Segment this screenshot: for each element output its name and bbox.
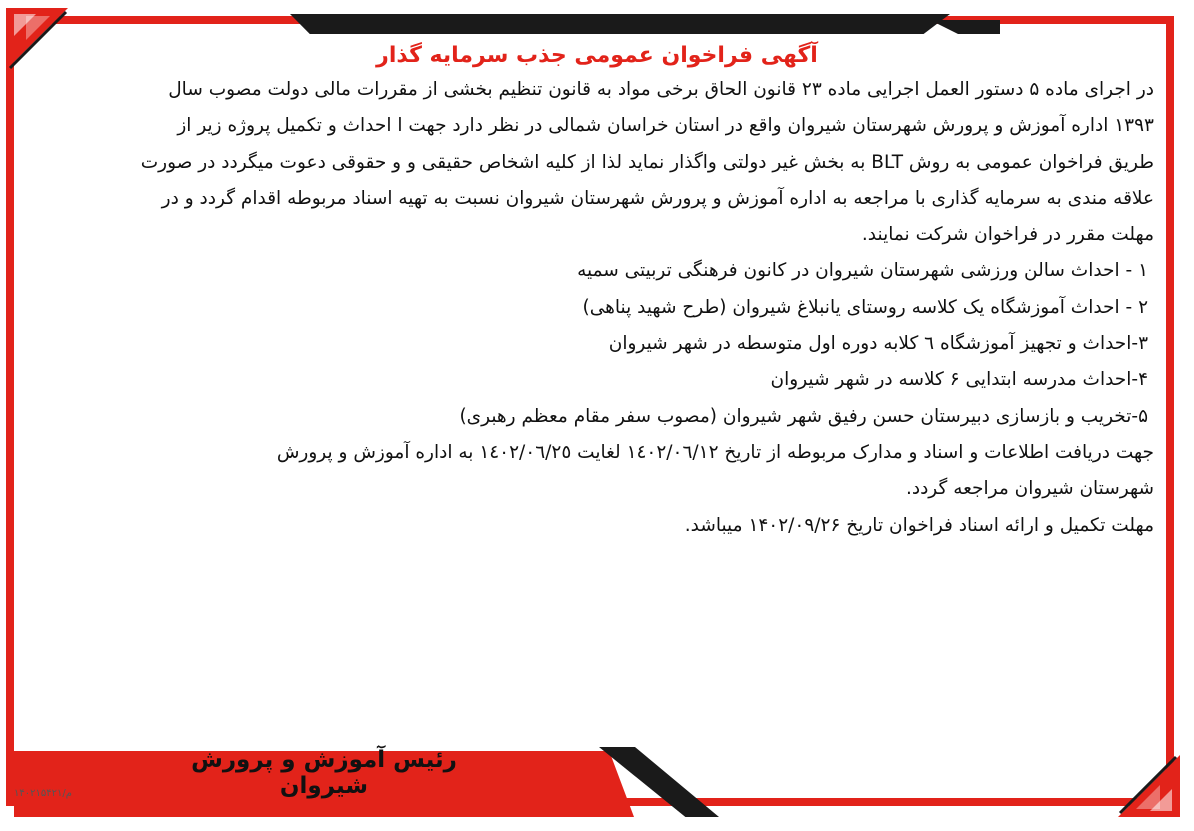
announcement-body <box>40 40 1154 544</box>
intro-line-2: ۱۳۹۳ اداره آموزش و پرورش شهرستان شیروان واقع در استان خراسان شمالی در نظر دارد جهت ا احداث و تکمیل پروژه زیر از <box>177 115 1154 137</box>
project-item: ۲ - احداث آموزشگاه یک کلاسه روستای یانبلاغ شیروان (طرح شهید پناهی) <box>582 296 1148 318</box>
intro-line-1: در اجرای ماده ۵ دستور العمل اجرایی ماده ۲۳ قانون الحاق برخی مواد به قانون تنظیم بخشی از مقررات مالی دولت مصوب سال <box>168 79 1154 100</box>
announcement-title: آگهی فراخوان عمومی جذب سرمایه گذار <box>376 43 818 68</box>
intro-line-3: طریق فراخوان عمومی به روش BLT به بخش غیر دولتی واگذار نماید لذا از کلیه اشخاص حقیقی و و حقوقی دعوت میگردد در صورت <box>140 151 1154 173</box>
closing-line-3: مهلت تکمیل و ارائه اسناد فراخوان تاریخ ۱۴۰۲/۰۹/۲۶ میباشد. <box>684 514 1154 536</box>
project-item: ۱ - احداث سالن ورزشی شهرستان شیروان در کانون فرهنگی تربیتی سمیه <box>577 260 1148 282</box>
project-item: ۵-تخریب و بازسازی دبیرستان حسن رفیق شهر شیروان (مصوب سفر مقام معظم رهبری) <box>459 405 1148 427</box>
footer <box>14 743 1180 817</box>
intro-line-4: علاقه مندی به سرمایه گذاری با مراجعه به اداره آموزش و پرورش شهرستان شیروان نسبت به تهیه اسناد مربوطه اقدام گردد و در <box>161 187 1154 209</box>
closing-line-2: شهرستان شیروان مراجعه گردد. <box>905 478 1154 500</box>
closing-line-1: جهت دریافت اطلاعات و اسناد و مدارک مربوطه از تاریخ ١٤٠٢/٠٦/١٢ لغایت ١٤٠٢/٠٦/٢٥ به اداره آموزش و پرورش <box>276 441 1154 463</box>
signature: رئیس آموزش و پرورش شیروان <box>191 747 457 799</box>
intro-line-5: مهلت مقرر در فراخوان شرکت نمایند. <box>861 224 1154 246</box>
ad-code: م/۱۴۰۲۱۵۴۲۱ <box>14 788 72 799</box>
project-item: ۴-احداث مدرسه ابتدایی ۶ کلاسه در شهر شیروان <box>770 369 1148 391</box>
top-decor-band <box>290 14 950 34</box>
project-list <box>40 253 1154 434</box>
project-item: ۳-احداث و تجهیز آموزشگاه ٦ کلابه دوره اول متوسطه در شهر شیروان <box>608 333 1148 355</box>
